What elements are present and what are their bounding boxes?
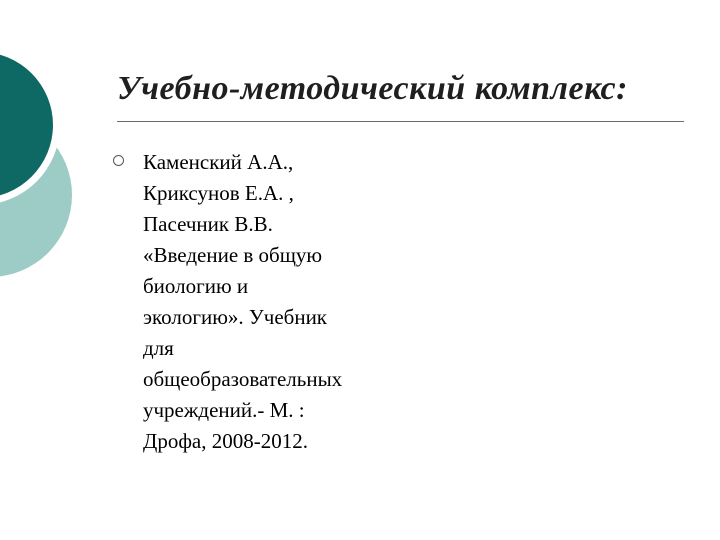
title-divider [117, 121, 684, 122]
bullet-text: Каменский А.А., Криксунов Е.А. , Пасечник В.В. «Введение в общую биологию и экологию». Учебник для общеобразовательных учреждений.- М. : Дрофа, 2008-2012. [143, 150, 343, 453]
slide-title: Учебно-методический комплекс: [117, 70, 628, 107]
hollow-circle-bullet-icon [113, 155, 124, 166]
decorative-circles [0, 0, 120, 300]
